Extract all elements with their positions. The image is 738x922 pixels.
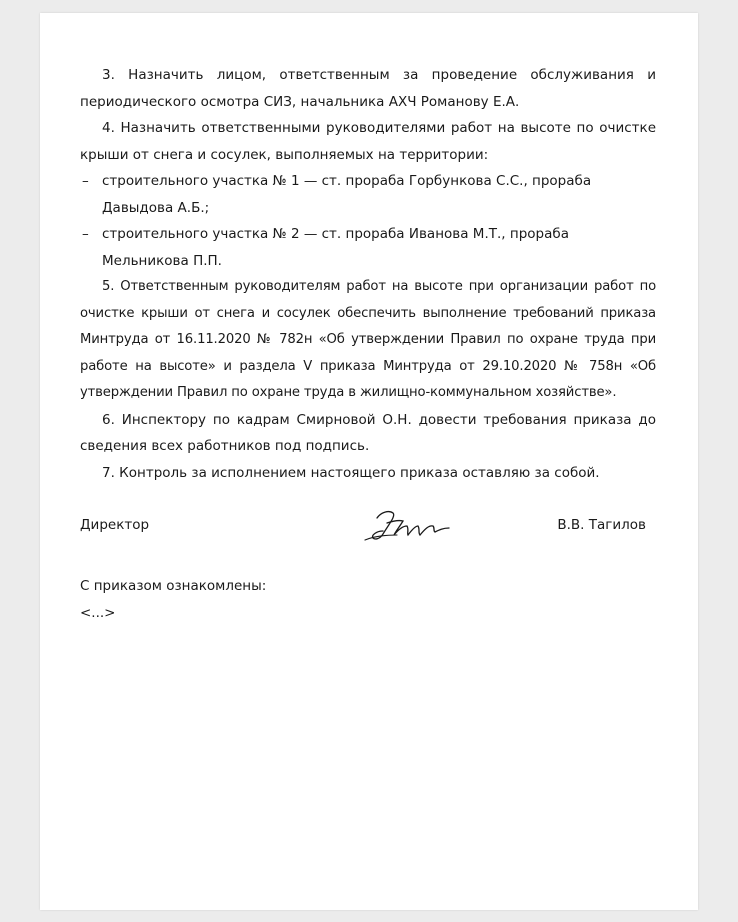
paragraph-3: 3. Назначить лицом, ответственным за проведение обслуживания и периодического осмотра СИЗ, начальника АХЧ Романову Е.А. bbox=[80, 67, 656, 110]
signature-row bbox=[80, 504, 656, 544]
list-item-text: строительного участка № 1 — ст. прораба Горбункова С.С., прораба Давыдова А.Б.; bbox=[102, 173, 592, 216]
paragraph-5: 5. Ответственным руководителям работ на высоте при организации работ по очистке крыши от снега и сосулек обеспечить выполнение требований приказа Минтруда от 16.11.2020 № 782н «Об утверждении Правил по охране труда при работе на высоте» и раздела V приказа Минтруда от 29.10.2020 № 758н «Об утверждении Правил по охране труда в жилищно-коммунальном хозяйстве». bbox=[80, 279, 656, 400]
paragraph-4: 4. Назначить ответственными руководителями работ на высоте по очистке крыши от снега и сосулек, выполняемых на территории: bbox=[80, 120, 656, 163]
order-body bbox=[80, 62, 656, 486]
list-item-text: строительного участка № 2 — ст. прораба Иванова М.Т., прораба Мельникова П.П. bbox=[102, 226, 569, 269]
acknowledgement-placeholder: <...> bbox=[80, 605, 116, 621]
signer-name: В.В. Тагилов bbox=[557, 517, 646, 533]
dash-bullet: – bbox=[82, 226, 89, 242]
handwritten-signature bbox=[363, 504, 453, 546]
paragraph-6: 6. Инспектору по кадрам Смирновой О.Н. довести требования приказа до сведения всех работников под подпись. bbox=[80, 411, 656, 454]
list-item bbox=[80, 221, 656, 274]
acknowledgement-block bbox=[80, 573, 266, 627]
document-page bbox=[40, 13, 698, 910]
acknowledgement-label: С приказом ознакомлены: bbox=[80, 578, 267, 594]
list-item bbox=[80, 168, 656, 221]
dash-bullet: – bbox=[82, 173, 89, 189]
signer-role: Директор bbox=[80, 517, 150, 533]
paragraph-7: 7. Контроль за исполнением настоящего приказа оставляю за собой. bbox=[102, 464, 600, 481]
